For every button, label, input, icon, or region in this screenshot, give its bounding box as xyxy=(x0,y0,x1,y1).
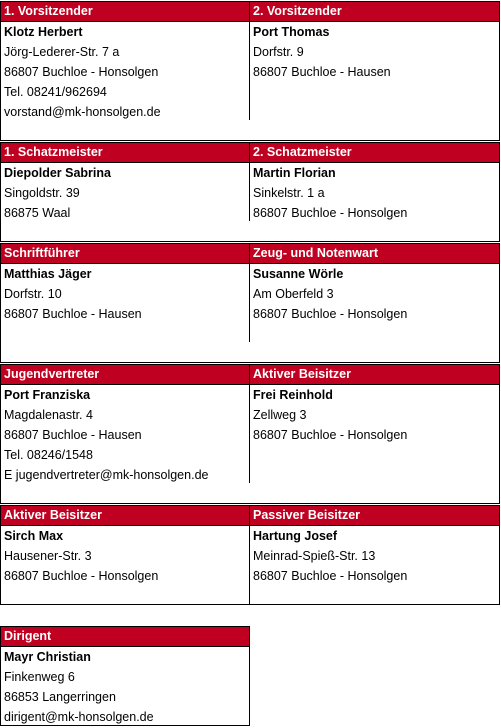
member-name: Port Thomas xyxy=(253,25,330,39)
spacer-row xyxy=(0,221,500,242)
street: Finkenweg 6 xyxy=(4,670,75,684)
block-vorsitz xyxy=(0,1,501,121)
block-schatzmeister xyxy=(0,142,501,222)
street: Hausener-Str. 3 xyxy=(4,549,92,563)
role-header: 1. Schatzmeister xyxy=(1,143,249,163)
spacer-row xyxy=(0,483,500,504)
member-name: Frei Reinhold xyxy=(253,388,333,402)
role-header: Zeug- und Notenwart xyxy=(250,244,499,264)
card-1-schatzmeister xyxy=(0,142,250,222)
block-dirigent xyxy=(0,626,501,726)
role-header: Passiver Beisitzer xyxy=(250,506,499,526)
city: 86807 Buchloe - Hausen xyxy=(4,307,142,321)
street: Sinkelstr. 1 a xyxy=(253,186,325,200)
street: Jörg-Lederer-Str. 7 a xyxy=(4,45,120,59)
city: 86807 Buchloe - Honsolgen xyxy=(253,206,408,220)
block-beisitzer xyxy=(0,505,501,605)
card-schriftfuehrer xyxy=(0,243,250,343)
street: Magdalenastr. 4 xyxy=(4,408,93,422)
role-header: 2. Vorsitzender xyxy=(250,2,499,22)
role-header: Dirigent xyxy=(1,627,249,647)
role-header: Jugendvertreter xyxy=(1,365,249,385)
card-1-vorsitzender xyxy=(0,1,250,121)
member-name: Martin Florian xyxy=(253,166,336,180)
phone: Tel. 08241/962694 xyxy=(4,85,107,99)
member-name: Mayr Christian xyxy=(4,650,91,664)
street: Meinrad-Spieß-Str. 13 xyxy=(253,549,376,563)
street: Am Oberfeld 3 xyxy=(253,287,334,301)
member-name: Port Franziska xyxy=(4,388,91,402)
role-header: 1. Vorsitzender xyxy=(1,2,249,22)
email: vorstand@mk-honsolgen.de xyxy=(4,105,161,119)
city: 86875 Waal xyxy=(4,206,71,220)
street: Dorfstr. 10 xyxy=(4,287,62,301)
phone: Tel. 08246/1548 xyxy=(4,448,93,462)
spacer-row xyxy=(0,342,500,363)
city: 86807 Buchloe - Honsolgen xyxy=(4,569,159,583)
email: E jugendvertreter@mk-honsolgen.de xyxy=(4,468,209,482)
card-jugendvertreter xyxy=(0,364,250,484)
city: 86807 Buchloe - Hausen xyxy=(4,428,142,442)
role-header: Schriftführer xyxy=(1,244,249,264)
card-zeug-notenwart xyxy=(249,243,500,343)
member-name: Hartung Josef xyxy=(253,529,338,543)
role-header: Aktiver Beisitzer xyxy=(250,365,499,385)
card-2-vorsitzender xyxy=(249,1,500,121)
city: 86807 Buchloe - Honsolgen xyxy=(253,307,408,321)
member-name: Susanne Wörle xyxy=(253,267,344,281)
member-name: Matthias Jäger xyxy=(4,267,92,281)
city: 86853 Langerringen xyxy=(4,690,116,704)
street: Singoldstr. 39 xyxy=(4,186,80,200)
city: 86807 Buchloe - Honsolgen xyxy=(4,65,159,79)
role-header: Aktiver Beisitzer xyxy=(1,506,249,526)
card-aktiver-beisitzer-2 xyxy=(0,505,250,605)
role-header: 2. Schatzmeister xyxy=(250,143,499,163)
block-jugend-beisitzer xyxy=(0,364,501,484)
street: Dorfstr. 9 xyxy=(253,45,304,59)
block-schrift-zeugwart xyxy=(0,243,501,343)
member-name: Diepolder Sabrina xyxy=(4,166,111,180)
email: dirigent@mk-honsolgen.de xyxy=(4,710,154,724)
member-name: Sirch Max xyxy=(4,529,64,543)
card-dirigent xyxy=(0,626,250,726)
member-name: Klotz Herbert xyxy=(4,25,83,39)
card-passiver-beisitzer xyxy=(249,505,500,605)
street: Zellweg 3 xyxy=(253,408,307,422)
card-aktiver-beisitzer-1 xyxy=(249,364,500,484)
card-2-schatzmeister xyxy=(249,142,500,222)
city: 86807 Buchloe - Hausen xyxy=(253,65,391,79)
spacer-row xyxy=(0,120,500,141)
city: 86807 Buchloe - Honsolgen xyxy=(253,569,408,583)
city: 86807 Buchloe - Honsolgen xyxy=(253,428,408,442)
